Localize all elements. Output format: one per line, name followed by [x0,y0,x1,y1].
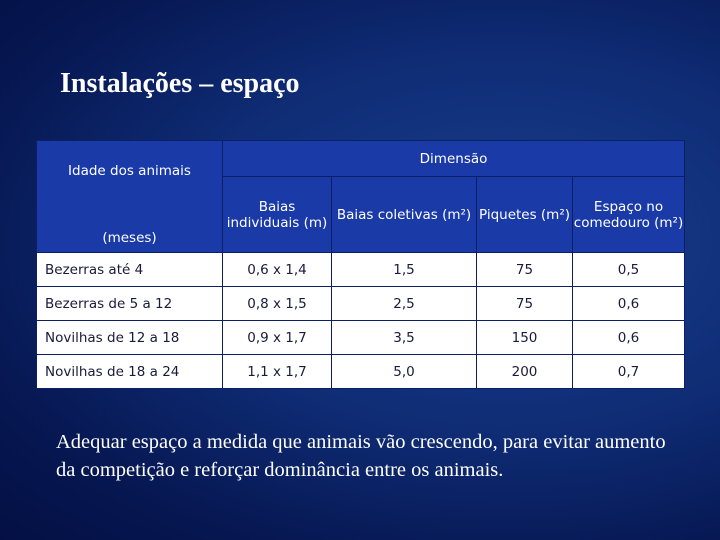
header-age-unit: (meses) [102,230,157,246]
table-cell: 75 [477,253,573,287]
table-row [37,355,685,389]
table-cell: 0,6 [573,287,685,321]
table-row [37,287,685,321]
space-table [36,140,685,389]
table-cell: 1,5 [332,253,477,287]
table-cell: 0,9 x 1,7 [223,321,332,355]
table-cell: 2,5 [332,287,477,321]
row-label: Novilhas de 12 a 18 [37,321,223,355]
table-cell: 1,1 x 1,7 [223,355,332,389]
table-cell: 75 [477,287,573,321]
header-col-feeder-space: Espaço no comedouro (m²) [573,177,685,253]
table-cell: 3,5 [332,321,477,355]
table-cell: 0,7 [573,355,685,389]
table-cell: 0,5 [573,253,685,287]
table-row [37,253,685,287]
header-dimension: Dimensão [223,141,685,177]
table-cell: 200 [477,355,573,389]
table-cell: 5,0 [332,355,477,389]
table-cell: 150 [477,321,573,355]
body-paragraph: Adequar espaço a medida que animais vão crescendo, para evitar aumento da competição e reforçar dominância entre os animais. [56,431,666,481]
header-col-collective-pens: Baias coletivas (m²) [332,177,477,253]
header-col-individual-pens: Baias individuais (m) [223,177,332,253]
row-label: Bezerras até 4 [37,253,223,287]
header-col-paddocks: Piquetes (m²) [477,177,573,253]
table-cell: 0,8 x 1,5 [223,287,332,321]
table-cell: 0,6 x 1,4 [223,253,332,287]
slide-title: Instalações – espaço [60,68,300,99]
header-age-label: Idade dos animais [68,163,191,179]
row-label: Novilhas de 18 a 24 [37,355,223,389]
table-row [37,321,685,355]
table-cell: 0,6 [573,321,685,355]
row-label: Bezerras de 5 a 12 [37,287,223,321]
header-age-cell [37,141,223,253]
